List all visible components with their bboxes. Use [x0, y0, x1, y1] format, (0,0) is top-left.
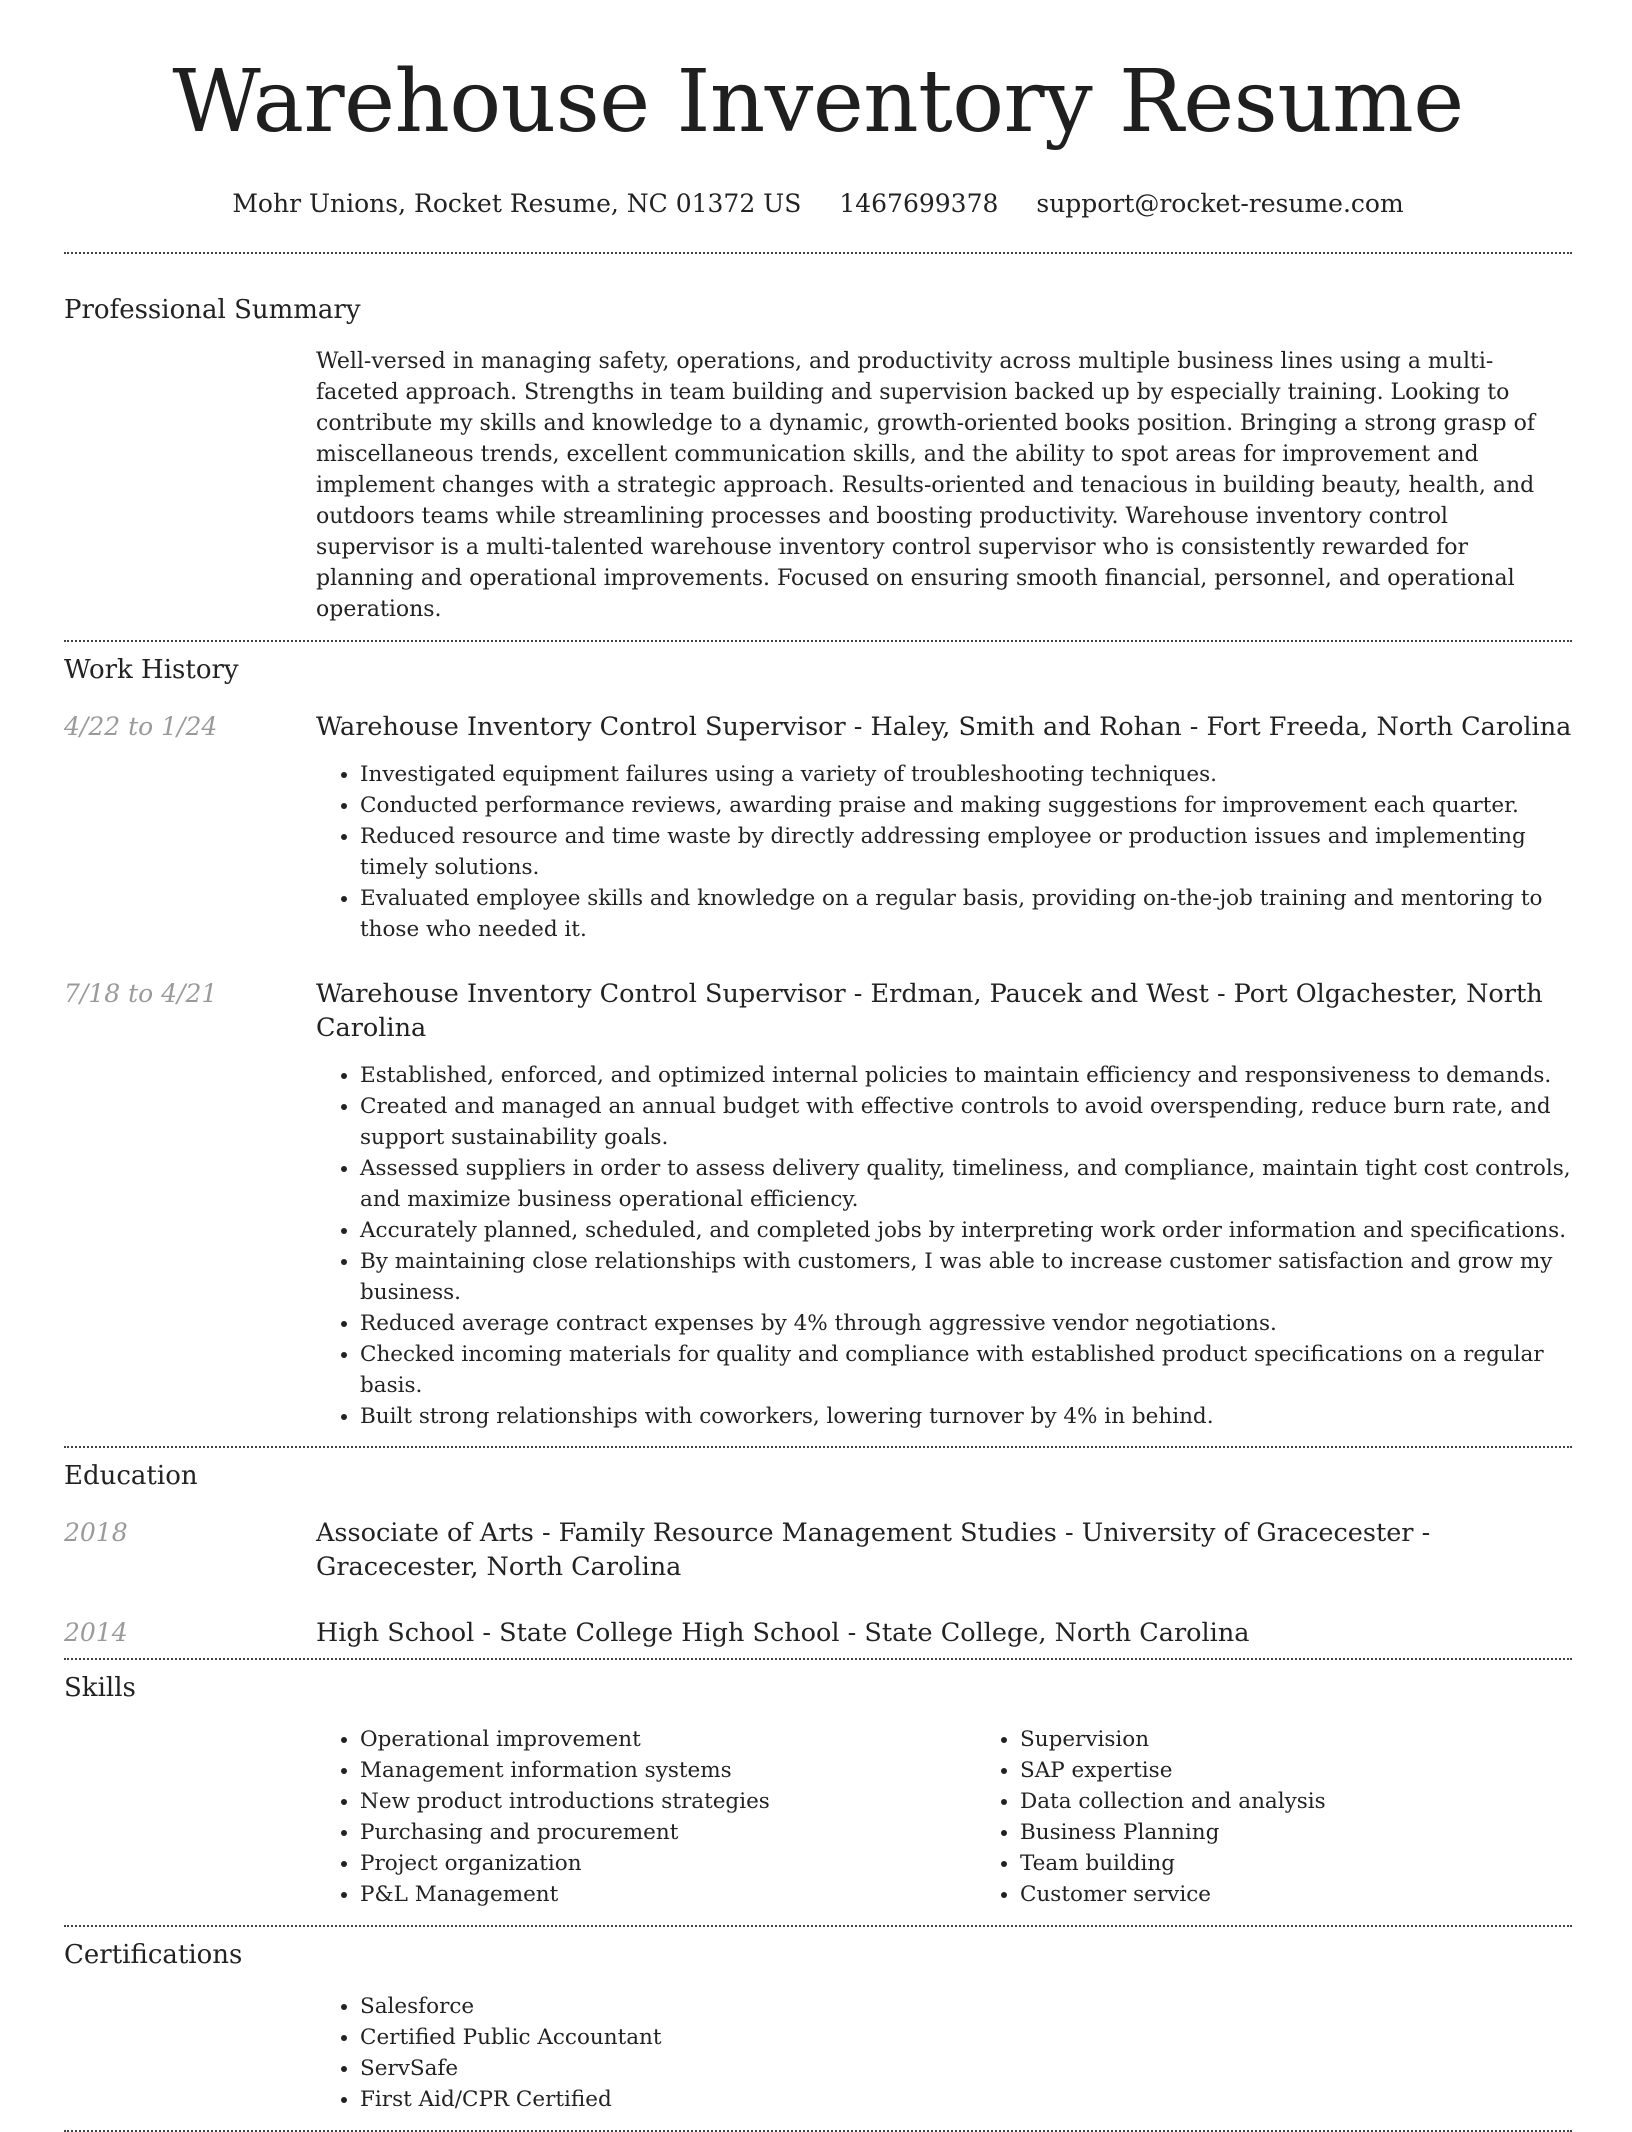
summary-heading: Professional Summary — [64, 295, 361, 325]
job-entry — [64, 710, 1572, 945]
list-item: • Salesforce — [360, 1991, 1572, 2022]
list-item: • Business Planning — [1020, 1817, 1632, 1848]
summary-section — [64, 254, 1572, 625]
list-item: • First Aid/CPR Certified — [360, 2084, 1572, 2115]
job-dates: 4/22 to 1/24 — [64, 712, 218, 741]
job-dates: 7/18 to 4/21 — [64, 979, 218, 1008]
list-item: • Reduced average contract expenses by 4% through aggressive vendor negotiations. — [360, 1308, 1572, 1339]
list-item: • Certified Public Accountant — [360, 2022, 1572, 2053]
skills-list-left — [316, 1724, 976, 1910]
summary-text: Well-versed in managing safety, operations, and productivity across multiple business lines using a multi-faceted approach. Strengths in team building and supervision backed up by especially training. Looking to contribute my skills and knowledge to a dynamic, growth-oriented books position. Bringing a strong grasp of miscellaneous trends, excellent communication skills, and the ability to spot areas for improvement and implement changes with a strategic approach. Results-oriented and tenacious in building beauty, health, and outdoors teams while streamlining processes and boosting productivity. Warehouse inventory control supervisor is a multi-talented warehouse inventory control supervisor who is consistently rewarded for planning and operational improvements. Focused on ensuring smooth financial, personnel, and operational operations. — [316, 349, 1536, 622]
list-item: • Built strong relationships with coworkers, lowering turnover by 4% in behind. — [360, 1401, 1572, 1432]
resume-page — [64, 0, 1572, 2132]
list-item: • Investigated equipment failures using a variety of troubleshooting techniques. — [360, 759, 1572, 790]
certifications-list — [316, 1991, 1572, 2115]
education-year: 2018 — [64, 1518, 128, 1547]
skills-heading: Skills — [64, 1673, 136, 1703]
list-item: • ServSafe — [360, 2053, 1572, 2084]
contact-line — [64, 188, 1572, 220]
education-section — [64, 1448, 1572, 1650]
work-history-heading: Work History — [64, 655, 239, 685]
job-title: Warehouse Inventory Control Supervisor - Haley, Smith and Rohan - Fort Freeda, North Carolina — [316, 712, 1572, 742]
list-item: • Evaluated employee skills and knowledge on a regular basis, providing on-the-job training and mentoring to those who needed it. — [360, 883, 1572, 945]
contact-phone: 1467699378 — [839, 189, 999, 218]
list-item: • New product introductions strategies — [360, 1786, 976, 1817]
job-title: Warehouse Inventory Control Supervisor - Erdman, Paucek and West - Port Olgachester, North Carolina — [316, 979, 1543, 1043]
list-item: • Created and managed an annual budget with effective controls to avoid overspending, reduce burn rate, and support sustainability goals. — [360, 1091, 1572, 1153]
job-bullets — [316, 1060, 1572, 1432]
list-item: • Accurately planned, scheduled, and completed jobs by interpreting work order information and specifications. — [360, 1215, 1572, 1246]
education-entry — [64, 1616, 1572, 1650]
education-text: High School - State College High School - State College, North Carolina — [316, 1618, 1250, 1648]
education-text: Associate of Arts - Family Resource Management Studies - University of Gracecester - Gracecester, North Carolina — [316, 1518, 1431, 1582]
work-history-section — [64, 642, 1572, 1432]
list-item: • Supervision — [1020, 1724, 1632, 1755]
contact-email[interactable]: support@rocket-resume.com — [1036, 189, 1404, 218]
skills-section — [64, 1660, 1572, 1910]
resume-title: Warehouse Inventory Resume — [172, 52, 1464, 152]
skills-list-right — [976, 1724, 1632, 1910]
certifications-heading: Certifications — [64, 1940, 243, 1970]
education-year: 2014 — [64, 1618, 128, 1647]
list-item: • Management information systems — [360, 1755, 976, 1786]
education-heading: Education — [64, 1461, 198, 1491]
list-item: • Established, enforced, and optimized internal policies to maintain efficiency and responsiveness to demands. — [360, 1060, 1572, 1091]
list-item: • Checked incoming materials for quality and compliance with established product specifications on a regular basis. — [360, 1339, 1572, 1401]
job-entry — [64, 977, 1572, 1432]
list-item: • Project organization — [360, 1848, 976, 1879]
list-item: • Data collection and analysis — [1020, 1786, 1632, 1817]
contact-address: Mohr Unions, Rocket Resume, NC 01372 US — [232, 189, 802, 218]
list-item: • Reduced resource and time waste by directly addressing employee or production issues and implementing timely solutions. — [360, 821, 1572, 883]
list-item: • P&L Management — [360, 1879, 976, 1910]
education-entry — [64, 1516, 1572, 1584]
list-item: • Team building — [1020, 1848, 1632, 1879]
job-bullets — [316, 759, 1572, 945]
list-item: • SAP expertise — [1020, 1755, 1632, 1786]
list-item: • Assessed suppliers in order to assess delivery quality, timeliness, and compliance, maintain tight cost controls, and maximize business operational efficiency. — [360, 1153, 1572, 1215]
list-item: • By maintaining close relationships with customers, I was able to increase customer satisfaction and grow my business. — [360, 1246, 1572, 1308]
list-item: • Conducted performance reviews, awarding praise and making suggestions for improvement each quarter. — [360, 790, 1572, 821]
list-item: • Purchasing and procurement — [360, 1817, 976, 1848]
list-item: • Operational improvement — [360, 1724, 976, 1755]
list-item: • Customer service — [1020, 1879, 1632, 1910]
certifications-section — [64, 1927, 1572, 2115]
